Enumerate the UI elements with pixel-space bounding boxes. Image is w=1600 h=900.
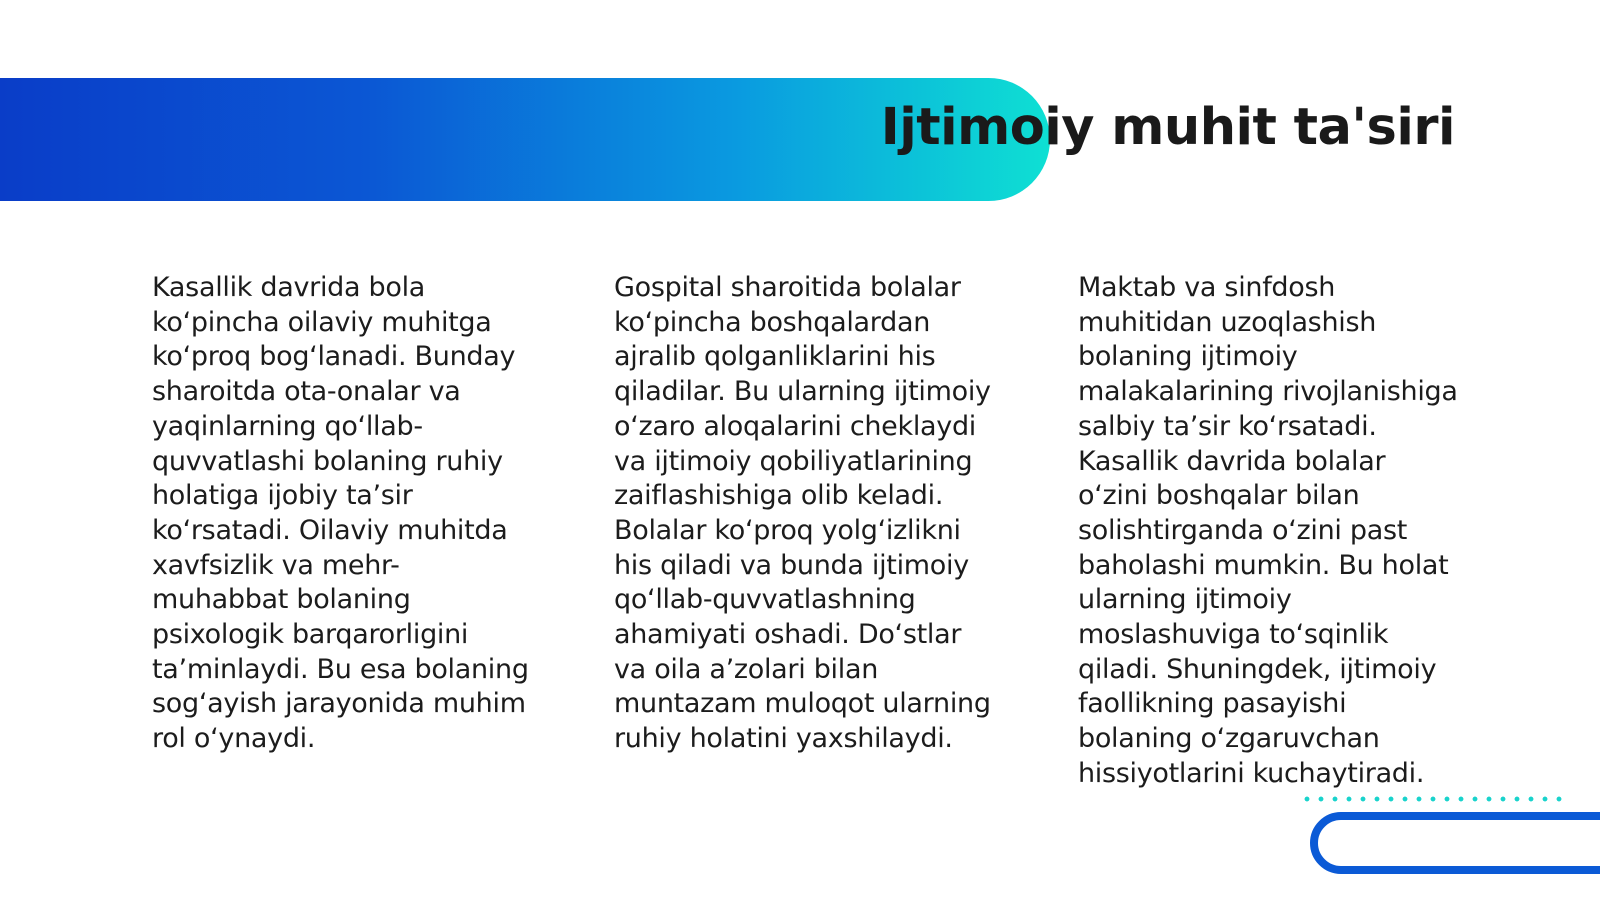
text-column-2: Gospital sharoitida bolalar ko‘pincha boshqalardan ajralib qolganliklarini his qiladilar. Bu ularning ijtimoiy o‘zaro aloqalarini cheklaydi va ijtimoiy qobiliyatlarining zaiflashishiga olib keladi. Bolalar ko‘proq yolg‘izlikni his qiladi va bunda ijtimoiy qo‘llab-quvvatlashning ahamiyati oshadi. Do‘stlar va oila a’zolari bilan muntazam muloqot ularning ruhiy holatini yaxshilaydi. (614, 272, 991, 755)
text-column-1: Kasallik davrida bola ko‘pincha oilaviy muhitga ko‘proq bog‘lanadi. Bunday sharoitda ota-onalar va yaqinlarning qo‘llab-quvvatlashi bolaning ruhiy holatiga ijobiy ta’sir ko‘rsatadi. Oilaviy muhitda xavfsizlik va mehr-muhabbat bolaning psixologik barqarorligini ta’minlaydi. Bu esa bolaning sog‘ayish jarayonida muhim rol o‘ynaydi. (152, 272, 529, 755)
decorative-ring (1310, 812, 1600, 874)
text-column-3: Maktab va sinfdosh muhitidan uzoqlashish bolaning ijtimoiy malakalarining rivojlanishiga salbiy ta’sir ko‘rsatadi. Kasallik davrida bolalar o‘zini boshqalar bilan solishtirganda o‘zini past baholashi mumkin. Bu holat ularning ijtimoiy moslashuviga to‘sqinlik qiladi. Shuningdek, ijtimoiy faollikning pasayishi bolaning o‘zgaruvchan hissiyotlarini kuchaytiradi. (1078, 272, 1458, 789)
slide-title: Ijtimoiy muhit ta'siri (880, 98, 1455, 157)
decorative-dots (1300, 796, 1570, 802)
